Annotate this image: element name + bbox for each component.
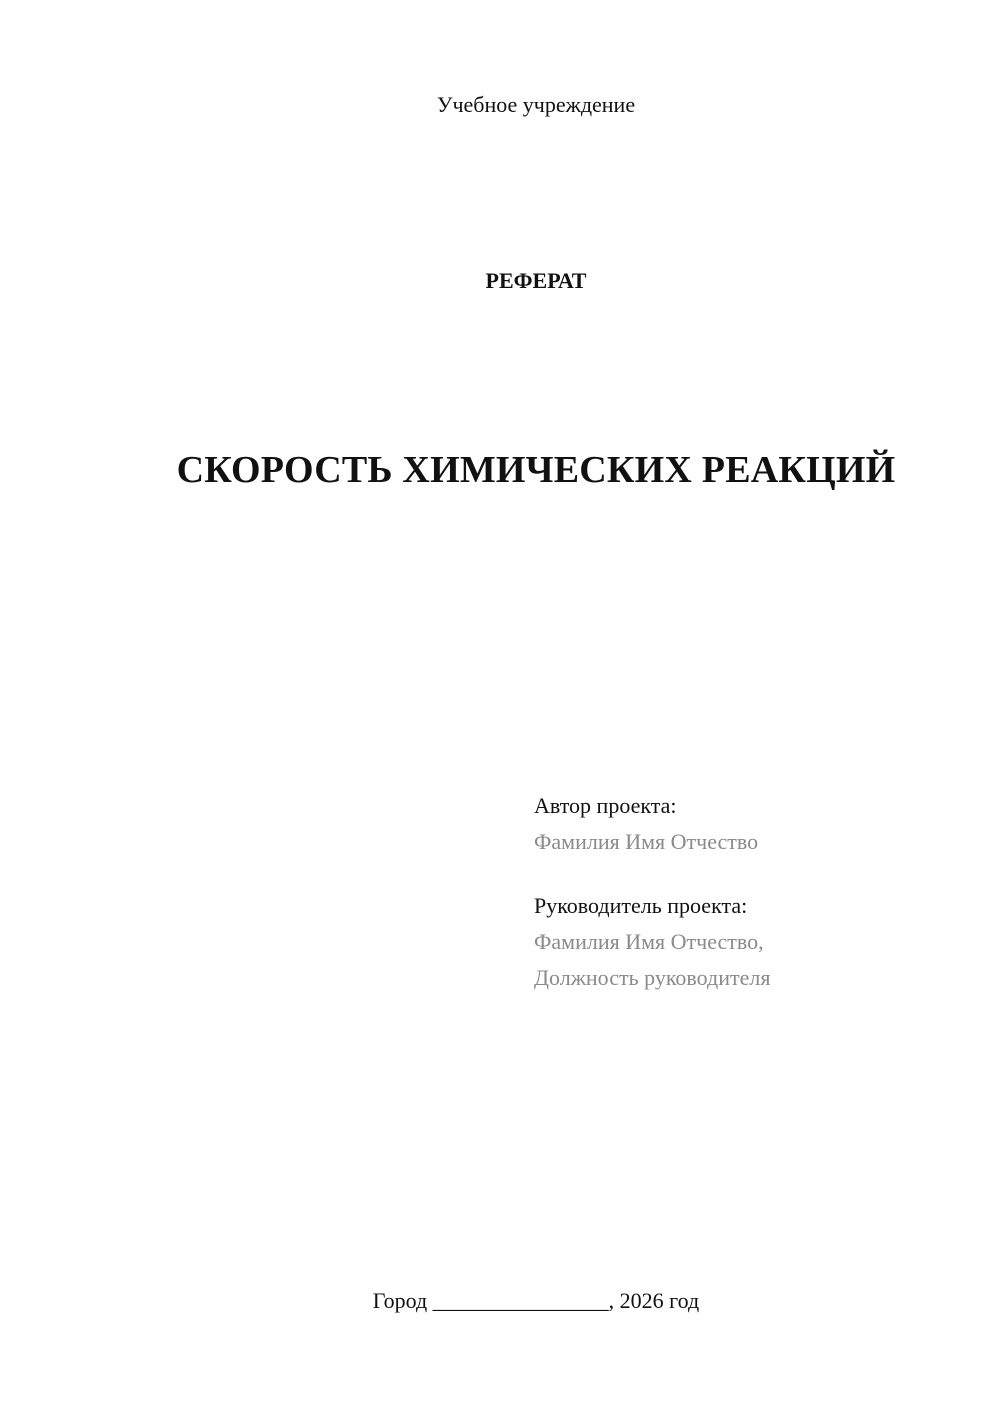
document-type: РЕФЕРАТ [485,268,587,293]
supervisor-position: Должность руководителя [534,965,771,990]
supervisor-name: Фамилия Имя Отчество, [534,929,764,954]
institution-name: Учебное учреждение [436,92,636,117]
authors-block [534,788,770,996]
document-title: СКОРОСТЬ ХИМИЧЕСКИХ РЕАКЦИЙ [176,449,896,491]
city-year-line: Город ________________, 2026 год [372,1288,700,1313]
author-name: Фамилия Имя Отчество [534,829,759,854]
block-spacer [534,860,770,888]
supervisor-label: Руководитель проекта: [534,893,748,918]
author-label: Автор проекта: [534,793,677,818]
